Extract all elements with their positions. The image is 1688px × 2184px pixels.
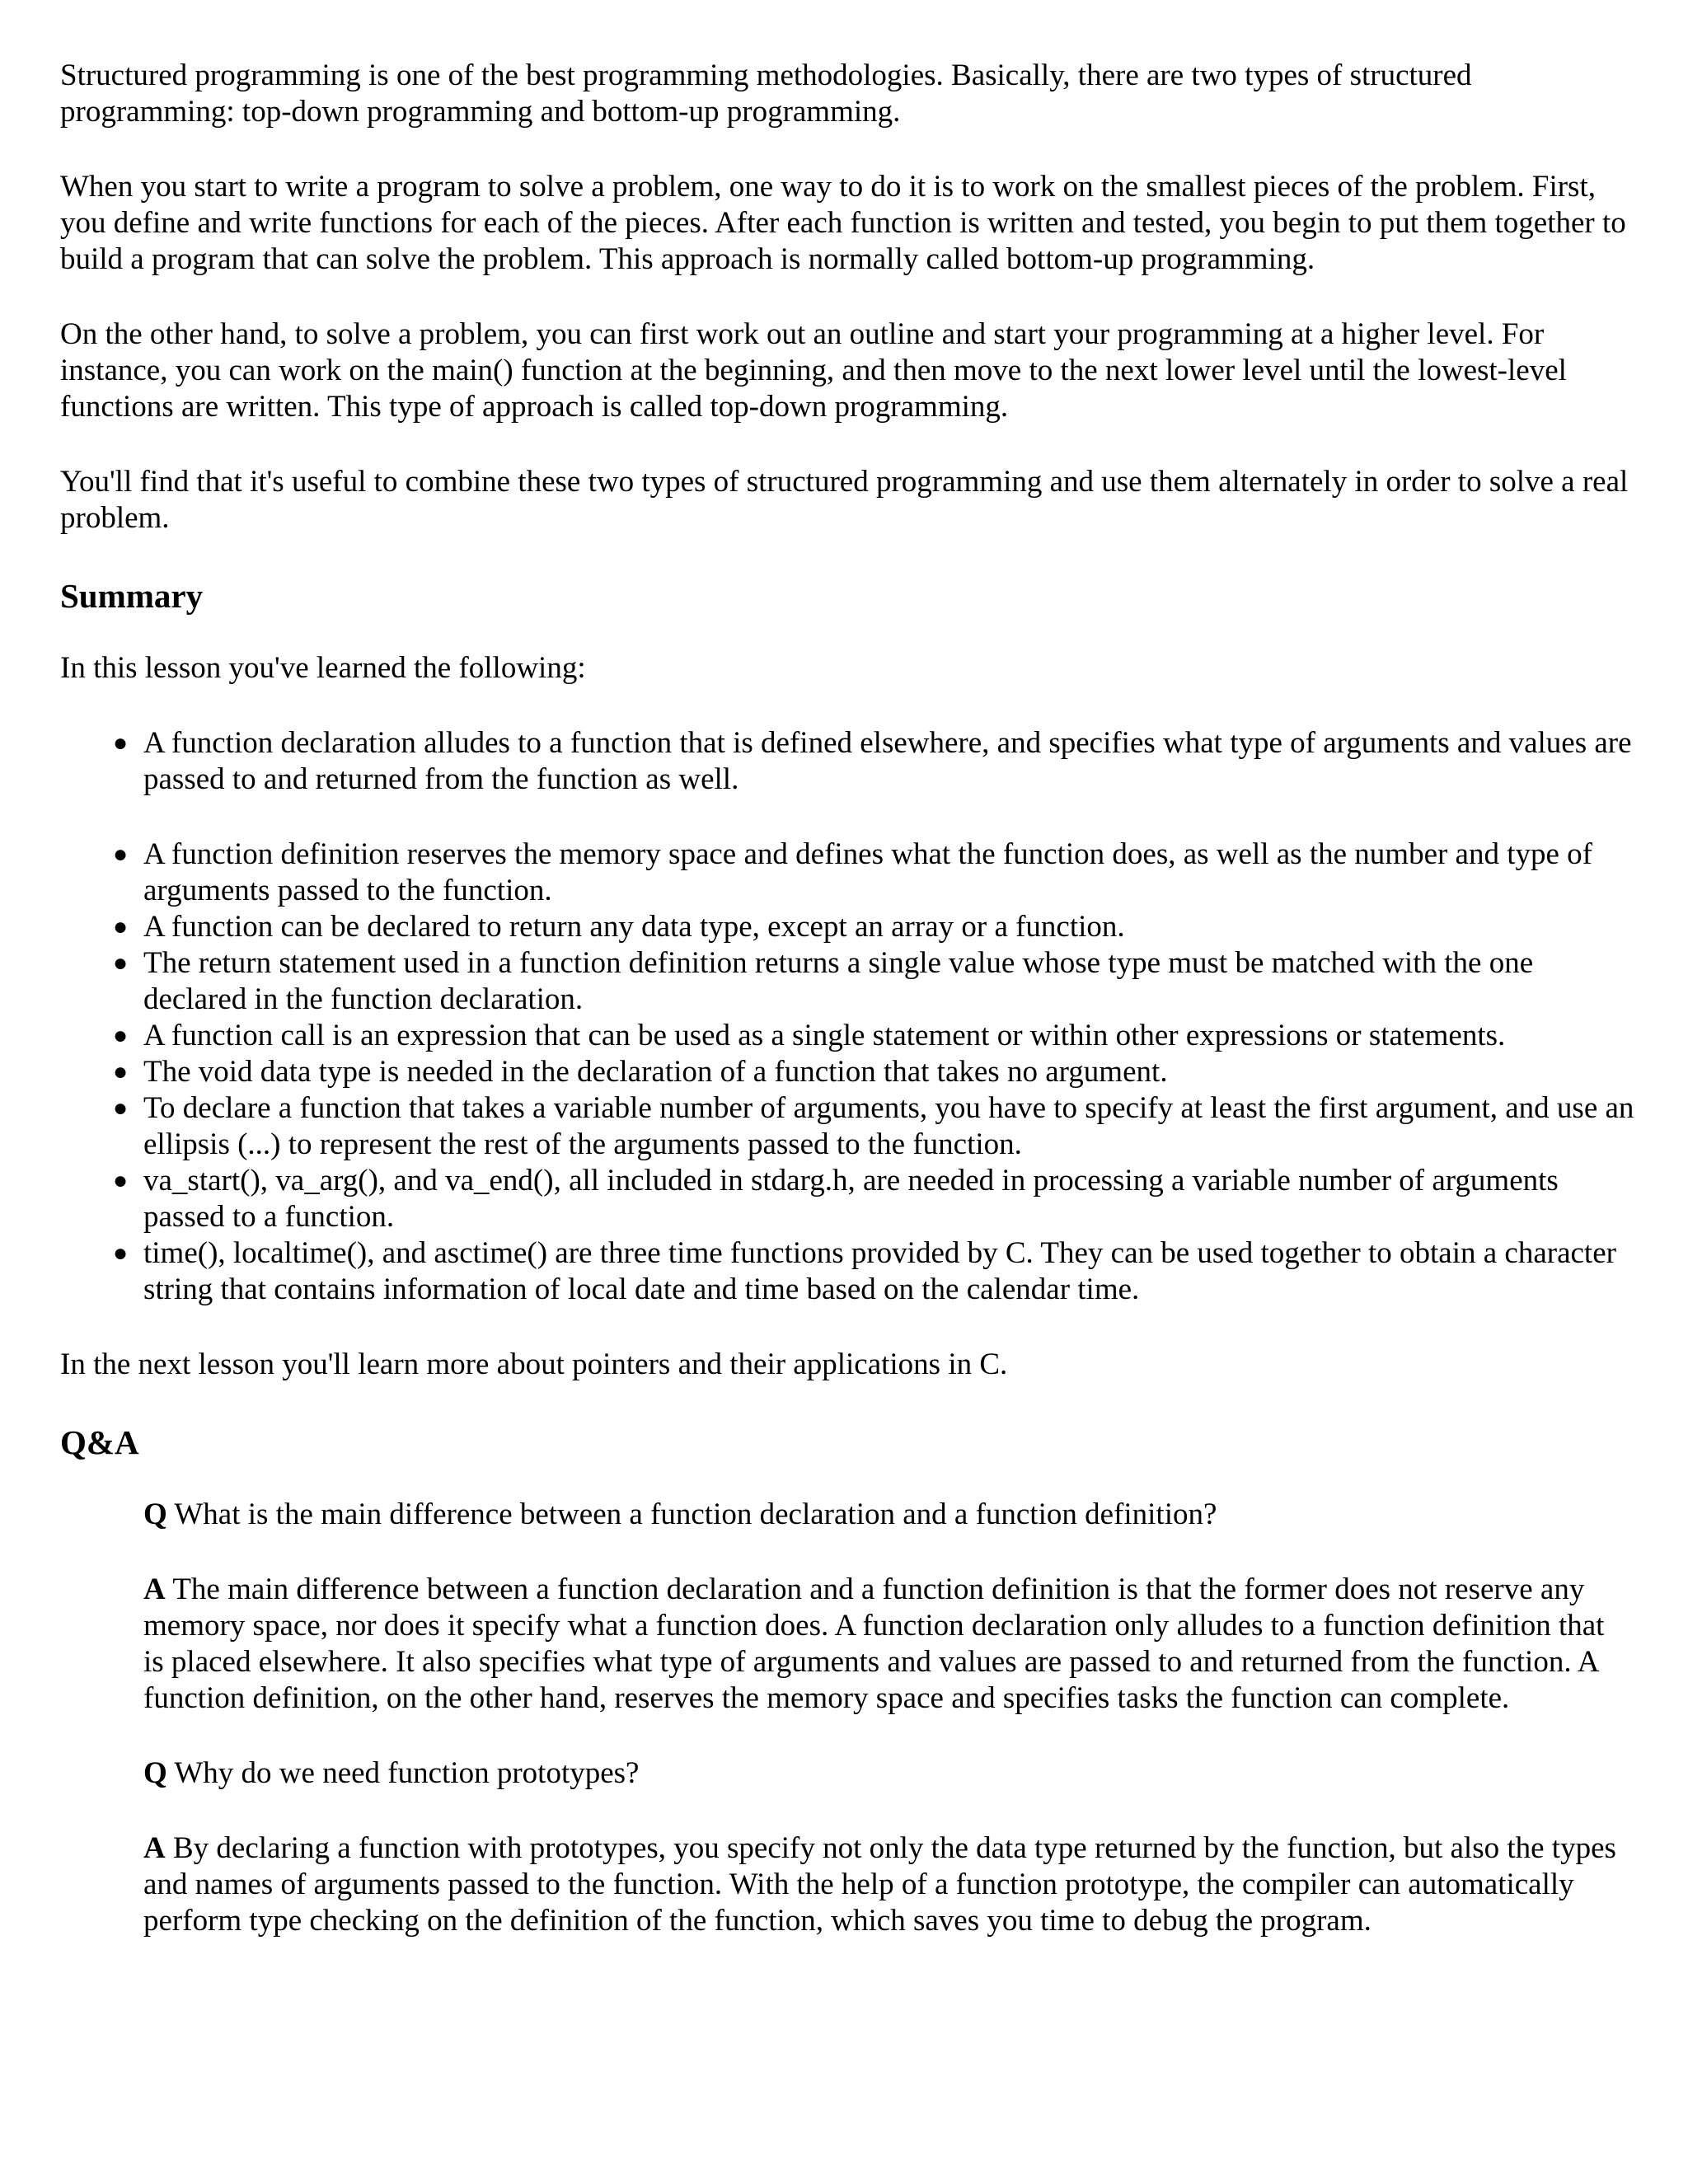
bullet-icon: ● bbox=[113, 913, 129, 940]
summary-list-item bbox=[113, 1235, 1634, 1308]
summary-list-item bbox=[113, 909, 1634, 945]
bullet-icon: ● bbox=[113, 841, 129, 868]
summary-item-text: A function declaration alludes to a function that is defined elsewhere, and specifies what type of arguments and values are passed to and returned from the function as well. bbox=[143, 726, 1632, 796]
summary-list-item bbox=[113, 1054, 1634, 1090]
answer-label: A bbox=[143, 1831, 166, 1865]
document-page bbox=[60, 58, 1634, 1978]
bullet-icon: ● bbox=[113, 1094, 129, 1122]
summary-lead: In this lesson you've learned the following: bbox=[60, 651, 586, 685]
summary-item-text: time(), localtime(), and asctime() are three time functions provided by C. They can be used together to obtain a character string that contains information of local date and time based on the calendar time. bbox=[143, 1236, 1616, 1306]
question-label: Q bbox=[143, 1497, 167, 1531]
bullet-icon: ● bbox=[113, 1167, 129, 1194]
intro-paragraph: On the other hand, to solve a problem, you can first work out an outline and start your programming at a higher level. For instance, you can work on the main() function at the beginning, and then move to the next lower level until the lowest-level functions are written. This type of approach is called top-down programming. bbox=[60, 317, 1567, 424]
summary-heading: Summary bbox=[60, 577, 204, 615]
summary-list-item bbox=[113, 725, 1634, 798]
answer-text: The main difference between a function declaration and a function definition is that the former does not reserve any memory space, nor does it specify what a function does. A function declaration only alludes to a function definition that is placed elsewhere. It also specifies what type of arguments and values are passed to and returned from the function. A function definition, on the other hand, reserves the memory space and specifies tasks the function can complete. bbox=[143, 1572, 1605, 1715]
qa-section bbox=[143, 1497, 1627, 1939]
question-label: Q bbox=[143, 1756, 167, 1790]
summary-list-item bbox=[113, 945, 1634, 1018]
question-text: Why do we need function prototypes? bbox=[174, 1756, 640, 1790]
summary-item-text: va_start(), va_arg(), and va_end(), all included in stdarg.h, are needed in processing a variable number of arguments passed to a function. bbox=[143, 1164, 1559, 1234]
summary-list-item bbox=[113, 1163, 1634, 1235]
answer-label: A bbox=[143, 1572, 166, 1606]
summary-item-text: To declare a function that takes a variable number of arguments, you have to specify at least the first argument, and use an ellipsis (...) to represent the rest of the arguments passed to the function. bbox=[143, 1091, 1634, 1161]
intro-paragraph: Structured programming is one of the best programming methodologies. Basically, there are two types of structured programming: top-down programming and bottom-up programming. bbox=[60, 59, 1472, 129]
qa-question bbox=[143, 1755, 1627, 1792]
summary-item-text: The return statement used in a function definition returns a single value whose type must be matched with the one declared in the function declaration. bbox=[143, 946, 1534, 1016]
summary-item-text: The void data type is needed in the declaration of a function that takes no argument. bbox=[143, 1055, 1168, 1089]
qa-question bbox=[143, 1497, 1627, 1533]
bullet-icon: ● bbox=[113, 1022, 129, 1049]
bullet-icon: ● bbox=[113, 949, 129, 977]
summary-item-text: A function call is an expression that can be used as a single statement or within other expressions or statements. bbox=[143, 1019, 1506, 1052]
intro-paragraph: You'll find that it's useful to combine these two types of structured programming and use them alternately in order to solve a real problem. bbox=[60, 465, 1629, 535]
summary-item-text: A function can be declared to return any data type, except an array or a function. bbox=[143, 910, 1125, 944]
qa-answer bbox=[143, 1572, 1627, 1717]
bullet-icon: ● bbox=[113, 729, 129, 757]
intro-paragraph: When you start to write a program to solve a problem, one way to do it is to work on the smallest pieces of the problem. First, you define and write functions for each of the pieces. After each function is written and tested, you begin to put them together to build a program that can solve the problem. This approach is normally called bottom-up programming. bbox=[60, 170, 1626, 276]
summary-list-item bbox=[113, 1018, 1634, 1054]
summary-list-item bbox=[113, 1090, 1634, 1163]
answer-text: By declaring a function with prototypes, you specify not only the data type returned by the function, but also the types and names of arguments passed to the function. With the help of a function prototype, the compiler can automatically perform type checking on the definition of the function, which saves you time to debug the program. bbox=[143, 1831, 1616, 1938]
summary-closing: In the next lesson you'll learn more about pointers and their applications in C. bbox=[60, 1347, 1008, 1381]
qa-heading: Q&A bbox=[60, 1423, 139, 1461]
bullet-icon: ● bbox=[113, 1240, 129, 1267]
question-text: What is the main difference between a function declaration and a function definition? bbox=[174, 1497, 1217, 1531]
summary-list bbox=[60, 725, 1634, 1308]
summary-list-item bbox=[113, 837, 1634, 909]
bullet-icon: ● bbox=[113, 1058, 129, 1085]
summary-item-text: A function definition reserves the memory space and defines what the function does, as well as the number and type of arguments passed to the function. bbox=[143, 837, 1593, 907]
qa-answer bbox=[143, 1830, 1627, 1939]
